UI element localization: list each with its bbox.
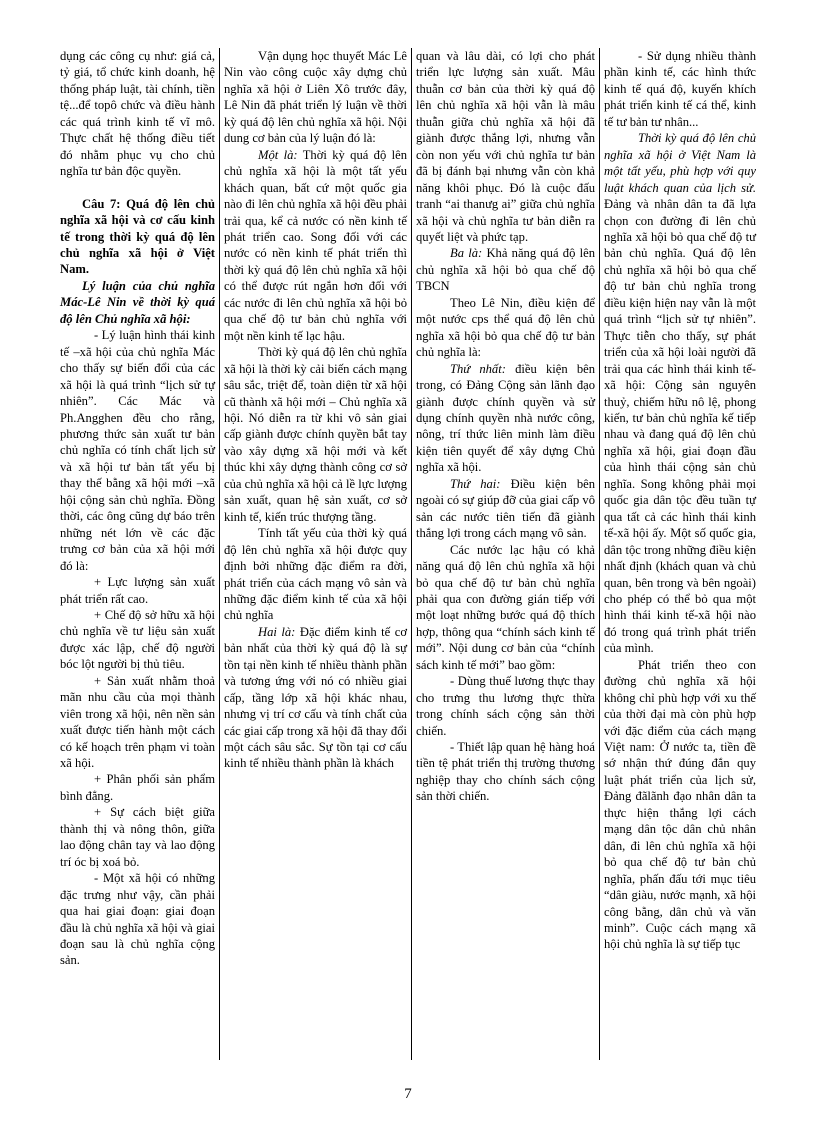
paragraph — [224, 147, 407, 344]
section-subheading: Lý luận của chủ nghĩa Mác-Lê Nin về thời kỳ quá độ lên Chủ nghĩa xã hội: — [60, 278, 215, 326]
paragraph-text: điều kiện bên trong, có Đảng Cộng sản lãnh đạo giành được chính quyền và sử dụng chính quyền nhà nước công, nông, trí thức liên minh làm điều kiện tiên quyết để xây dựng Chủ nghĩa xã hội. — [416, 361, 596, 475]
text-column-2 — [219, 48, 411, 1060]
list-item: - Dùng thuế lương thực thay cho trưng thu lương thực thừa trong chính sách cộng sản thời chiến. — [416, 674, 595, 738]
document-page — [56, 48, 760, 1060]
paragraph-label: Một là: — [258, 147, 298, 162]
list-item: + Sản xuất nhằm thoả mãn nhu cầu của mọi thành viên trong xã hội, nên nền sản xuất được tiến hành một cách có kế hoạch trên phạm vi toàn xã hội. — [60, 673, 215, 771]
list-item: + Lực lượng sản xuất phát triển rất cao. — [60, 575, 215, 606]
paragraph — [416, 476, 595, 542]
paragraph-text: Đặc điểm kinh tế cơ bản nhất của thời kỳ quá độ là sự tồn tại nền kinh tế nhiều thành phần và tương ứng với nó có nhiều giai cấp, tầng lớp xã hội khác nhau, nhưng vị trí cơ cấu và tính chất của các giai cấp trong xã hội đã thay đổi một cách sâu sắc. Sự tồn tại cơ cấu kinh tế nhiều thành phần là khách — [224, 624, 407, 771]
paragraph — [416, 245, 595, 294]
text-column-1 — [56, 48, 219, 1060]
paragraph-text: Khả năng quá độ lên chủ nghĩa xã hội bỏ qua chế độ TBCN — [416, 246, 595, 294]
text-column-3 — [411, 48, 599, 1060]
paragraph: Thời kỳ quá độ lên chủ nghĩa xã hội là thời kỳ cải biến cách mạng sâu sắc, triệt để, toàn diện từ xã hội cũ thành xã hội mới – Chủ nghĩa xã hội. Nó diễn ra từ khi vô sản giai cấp giành được chính quyền bắt tay vào xây dựng xã hội mới và kết thúc khi xây dựng thành công cơ sở của chủ nghĩa xã hội cả lề lực lượng sản xuất, quan hệ sản xuất, cơ sở kinh tế, kiến trúc thượng tầng. — [224, 345, 407, 524]
paragraph — [224, 624, 407, 772]
paragraph: quan và lâu dài, có lợi cho phát triển lực lượng sản xuất. Mâu thuẫn cơ bản của thời kỳ quá độ lên chủ nghĩa xã hội vẫn là mâu thuẫn giữa chủ nghĩa xã hội đã giành được thắng lợi, nhưng vẫn còn non yếu với chủ nghĩa tư bản đã bị đánh bại nhưng vẫn còn khả năng khôi phục. Đó là cuộc đấu tranh “ai thanưg ai” giữa chủ nghĩa xã hội và chủ nghĩa tư bản diễn ra quyết liệt và phức tạp. — [416, 49, 595, 244]
paragraph — [416, 361, 595, 476]
paragraph — [604, 130, 756, 657]
paragraph-label: Thứ nhất: — [450, 361, 506, 376]
emphasis-text: Thời kỳ quá độ lên chủ nghĩa xã hội ở Việt Nam là một tất yếu, phù hợp với quy luật khách quan của lịch sử. — [604, 131, 756, 195]
paragraph-text: Thời kỳ quá độ lên chủ nghĩa xã hội là một tất yếu khách quan, bất cứ một quốc gia nào đi lên chủ nghĩa xã hội đều phải trải qua, kể cả nước có nền kinh tế phát triển cao. Song đối với các nước có nền kinh tế phát triển thì thời kỳ quá độ lên chủ nghĩa xã hội có thể được rút ngắn hơn đối với các nước đi lên chủ nghĩa xã hội bỏ qua chế độ tư bản chủ nghĩa với một nền kinh tế lạc hậu. — [224, 147, 407, 343]
paragraph: Theo Lê Nin, điều kiện để một nước cps thể quá độ lên chủ nghĩa xã hội bỏ qua chế độ tư bản chủ nghĩa là: — [416, 295, 595, 360]
paragraph: Tính tất yếu của thời kỳ quá độ lên chủ nghĩa xã hội được quy định bởi những đặc điểm ra đời, phát triển của cách mạng vô sản và những đặc điểm kinh tế của xã hội chủ nghĩa — [224, 526, 407, 623]
paragraph: Các nước lạc hậu có khả năng quá độ lên chủ nghĩa xã hội bỏ qua chế độ tư bản chủ nghĩa phải qua con đường gián tiếp với một loạt những bước quá độ thích hợp, thông qua “chính sách kinh tế mới”. Nội dung cơ bản của “chính sách kinh tế mới” bao gồm: — [416, 542, 595, 672]
paragraph-text: Đảng và nhân dân ta đã lựa chọn con đường đi lên chủ nghĩa xã hội bỏ qua chế độ tư bản chủ nghĩa. Quá độ lên chủ nghĩa xã hội bỏ qua chế độ tư bản chủ nghĩa trong điều kiện hiện nay vẫn là một quá trình “lịch sử tự nhiên”. Thực tiễn cho thấy, sự phát triển của xã hội loài người đã trải qua các hình thái kinh tế-xã hội: Cộng sản nguyên thuỷ, chiếm hữu nô lệ, phong kiến, tư bản chủ nghĩa kế tiếp nhau và đang quá độ lên chủ nghĩa xã hội, giai đoạn đầu của hình thái cộng sản chủ nghĩa. Song không phải mọi quốc gia dân tộc đều tuần tự qua tất cả các hình thái kinh tế-xã hội ấy. Một số quốc gia, dân tộc trong những điều kiện nhất định (khách quan và chủ quan, bên trong và bên ngoài) cho phép có thể bỏ qua một hình thái kinh tế-xã hội nào đó trong quá trình phát triển của mình. — [604, 197, 756, 656]
section-heading: Câu 7: Quá độ lên chủ nghĩa xã hội và cơ cấu kinh tế trong thời kỳ quá độ lên chủ nghĩa xã hội ở Việt Nam. — [60, 196, 215, 277]
list-item: - Sử dụng nhiều thành phần kinh tế, các hình thức kinh tế quá độ, kuyến khích phát triển kinh tế cá thể, kinh tế tư bản tư nhân... — [604, 49, 756, 129]
list-item: + Phân phối sản phẩm bình đẳng. — [60, 772, 215, 803]
paragraph-label: Ba là: — [450, 246, 483, 261]
page-number: 7 — [404, 1086, 412, 1102]
paragraph: - Lý luận hình thái kinh tế –xã hội của chủ nghĩa Mác cho thấy sự biến đổi của các xã hội là quá trình “lịch sử tự nhiên”. Các Mác và Ph.Angghen đều cho rằng, phương thức sản xuất tư bản chủ nghĩa có tính chất lịch sử và xã hội tư bản tất yếu bị thay thế bằng xã hội mới –xã hội cộng sản chủ nghĩa. Đồng thời, các ông cũng dự báo trên những nét lớn về các đặc trưng cơ bản của xã hội mới đó là: — [60, 328, 215, 573]
paragraph-label: Hai là: — [258, 624, 296, 639]
list-item: + Chế độ sở hữu xã hội chủ nghĩa về tư liệu sản xuất được xác lập, chế độ người bóc lột người bị thủ tiêu. — [60, 607, 215, 672]
list-item: - Thiết lập quan hệ hàng hoá tiền tệ phát triển thị trường thương nghiệp thay cho chính sách cộng sản thời chiến. — [416, 740, 595, 804]
text-column-4 — [599, 48, 760, 1060]
paragraph-text: Điều kiện bên ngoài có sự giúp đỡ của giai cấp vô sản các nước tiên tiến đã giành thắng lợi trong cách mạng vô sản. — [416, 476, 596, 541]
paragraph: - Một xã hội có những đặc trưng như vậy, cần phải qua hai giai đoạn: giai đoạn đầu là chủ nghĩa xã hội và giai đoạn sau là chủ nghĩa cộng sản. — [60, 871, 215, 968]
paragraph-label: Thứ hai: — [450, 476, 501, 491]
paragraph: dụng các công cụ như: giá cả, tỷ giá, tổ chức kinh doanh, hệ thống pháp luật, tài chính, tiền tệ...để topô chức và điều hành các quá trình kinh tế vĩ mô. Thực chất hệ thống điều tiết đó nhằm phục vụ cho chủ nghĩa tư bản độc quyền. — [60, 49, 215, 179]
list-item: + Sự cách biệt giữa thành thị và nông thôn, giữa lao động chân tay và lao động trí óc bị xoá bỏ. — [60, 805, 215, 869]
paragraph: Phát triển theo con đường chủ nghĩa xã hội không chỉ phù hợp với xu thế của thời đại mà còn phù hợp với đặc điểm của cách mạng Việt nam: Ở nước ta, tiền đề sớ nhận thứ đúng đắn quy luật phát triển của lịch sử, Đảng đãlãnh đạo nhân dân ta thực hiện thắng lợi cách mạng dân tộc dân chủ nhân dân, đi lên chủ nghĩa xã hội bỏ qua chế độ tư bản chủ nghĩa, phấn đấu tới mục tiêu “dân giàu, nước mạnh, xã hội công bằng, dân chủ và văn minh”. Cuộc cách mạng xã hội chủ nghĩa là sự tiếp tục — [604, 657, 756, 952]
paragraph: Vận dụng học thuyết Mác Lê Nin vào công cuộc xây dựng chủ nghĩa xã hội ở Liên Xô trước đây, Lê Nin đã phát triển lý luận về thời kỳ quá độ lên chủ nghĩa xã hội. Nội dung cơ bản của lý luận đó là: — [224, 49, 407, 146]
